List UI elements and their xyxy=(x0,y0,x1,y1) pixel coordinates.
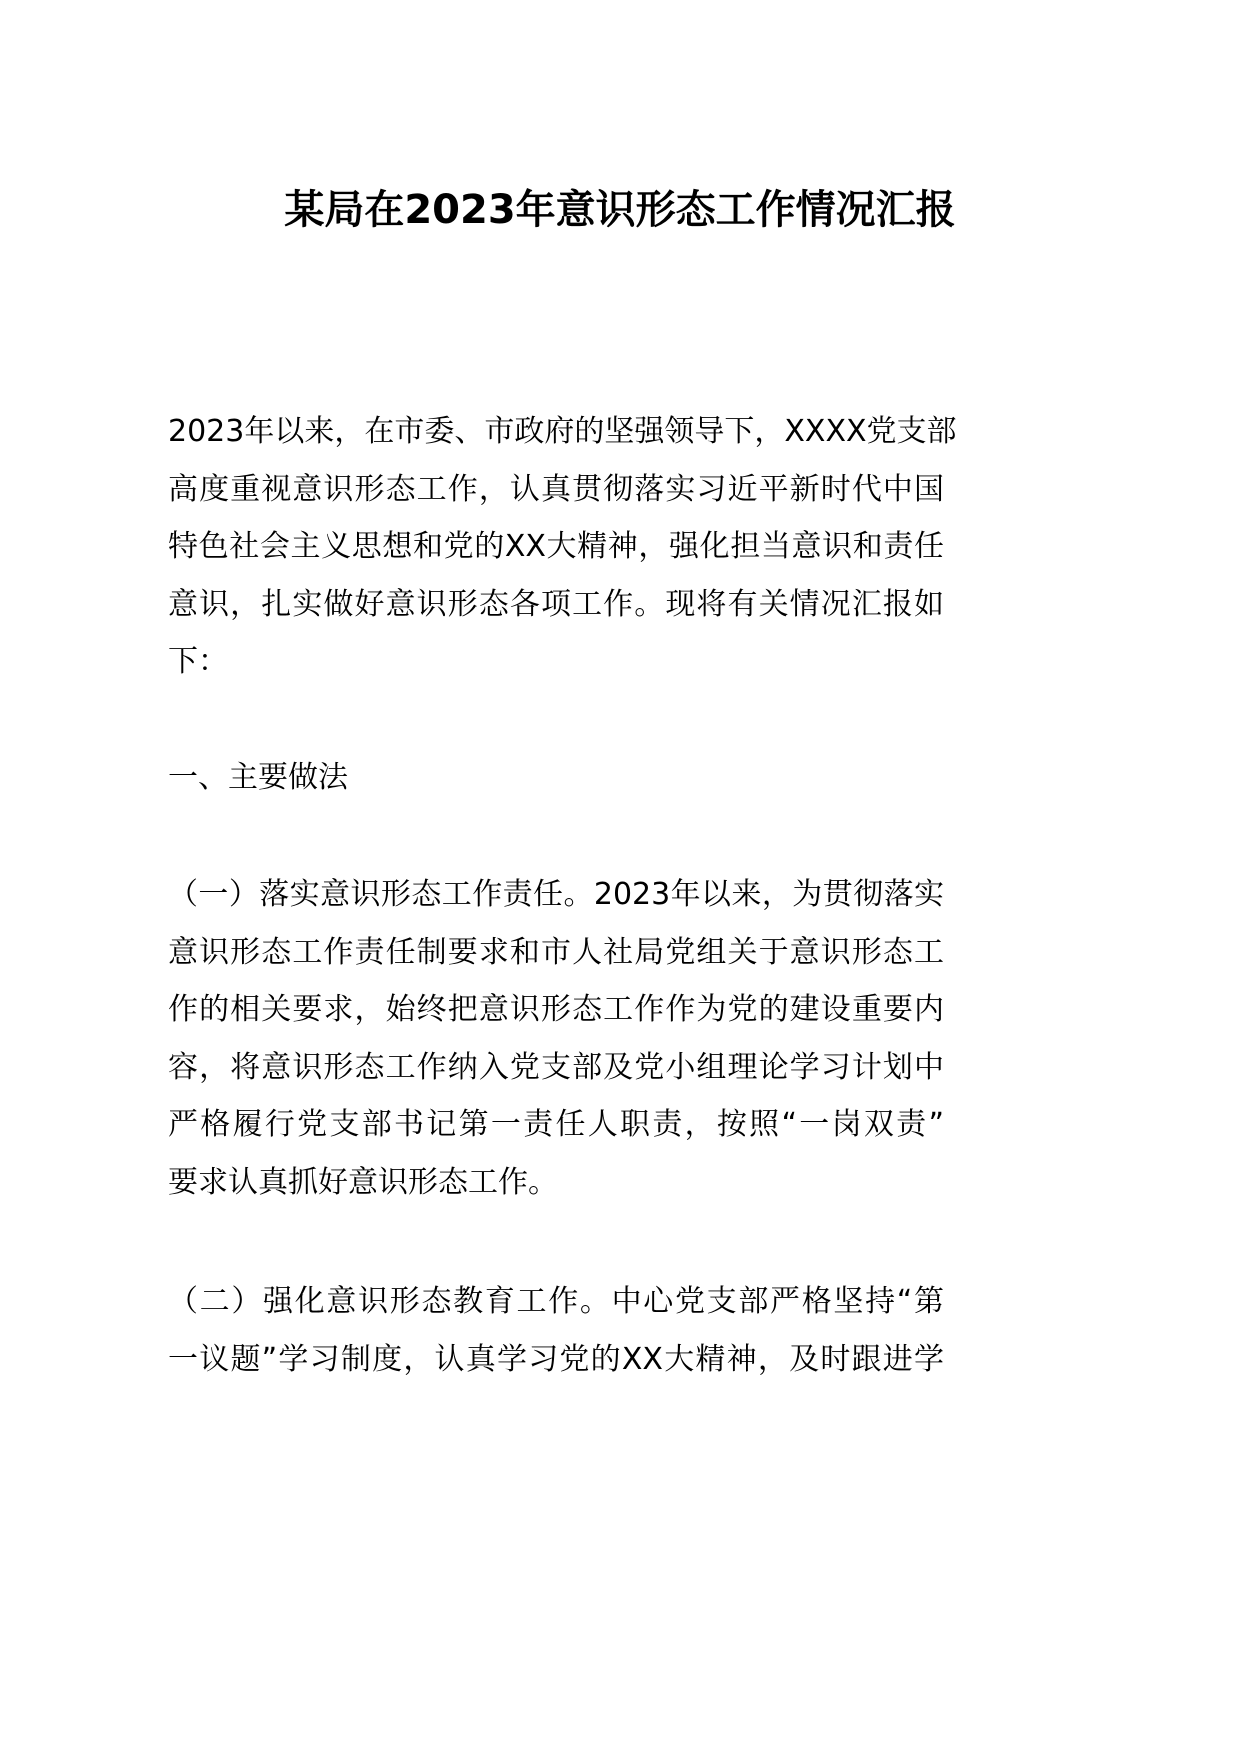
intro-paragraph xyxy=(168,403,957,691)
paragraph-line: 特色社会主义思想和党的XX大精神，强化担当意识和责任 xyxy=(168,529,944,564)
section-heading: 一、主要做法 xyxy=(168,760,348,795)
paragraph-line: 高度重视意识形态工作，认真贯彻落实习近平新时代中国 xyxy=(168,471,944,507)
paragraph-line: 作的相关要求，始终把意识形态工作作为党的建设重要内 xyxy=(168,992,944,1027)
paragraph-line: 意识形态工作责任制要求和市人社局党组关于意识形态工 xyxy=(168,934,944,970)
paragraph-line: （二）强化意识形态教育工作。中心党支部严格坚持“第 xyxy=(168,1284,944,1319)
document-title: 某局在2023年意识形态工作情况汇报 xyxy=(284,187,956,233)
paragraph-line: 一议题”学习制度，认真学习党的XX大精神，及时跟进学 xyxy=(168,1341,944,1377)
paragraph-line: 严格履行党支部书记第一责任人职责，按照“一岗双责” xyxy=(168,1107,944,1142)
subsection-paragraph-1 xyxy=(168,866,944,1211)
subsection-paragraph-2 xyxy=(168,1273,944,1388)
paragraph-line: 2023年以来，在市委、市政府的坚强领导下，XXXX党支部 xyxy=(168,414,957,449)
paragraph-line: （一）落实意识形态工作责任。2023年以来，为贯彻落实 xyxy=(168,877,944,912)
paragraph-line: 下： xyxy=(168,644,228,679)
paragraph-line: 容，将意识形态工作纳入党支部及党小组理论学习计划中 xyxy=(168,1049,944,1085)
paragraph-line: 要求认真抓好意识形态工作。 xyxy=(168,1164,558,1200)
paragraph-line: 意识，扎实做好意识形态各项工作。现将有关情况汇报如 xyxy=(168,586,944,622)
